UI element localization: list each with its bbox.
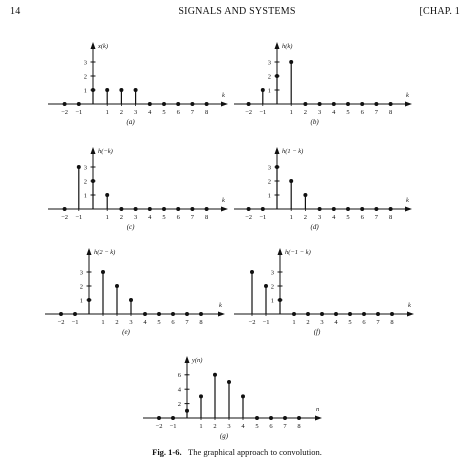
x-tick-label: 6 <box>171 319 175 326</box>
stem-point <box>171 312 175 316</box>
y-tick-label: 1 <box>267 192 271 200</box>
x-tick-label: 7 <box>190 109 195 116</box>
stem-point <box>129 298 133 302</box>
x-tick-label: 2 <box>213 423 217 430</box>
stem-point <box>318 207 322 211</box>
stem-point <box>148 102 152 106</box>
x-tick-label: −2 <box>57 319 65 326</box>
stem-point <box>275 74 279 78</box>
stem-point <box>348 312 352 316</box>
stem-point <box>389 102 393 106</box>
y-axis-arrow <box>91 42 96 49</box>
stem-point <box>162 102 166 106</box>
stem-point <box>376 312 380 316</box>
y-tick-label: 3 <box>83 164 87 172</box>
stem-point <box>332 207 336 211</box>
stem-point <box>77 102 81 106</box>
x-axis-arrow <box>405 207 412 212</box>
stem-point <box>360 207 364 211</box>
x-tick-label: 8 <box>388 109 393 116</box>
stem-point <box>275 165 279 169</box>
x-tick-label: 2 <box>119 109 124 116</box>
stem-point <box>190 102 194 106</box>
x-tick-label: 1 <box>105 109 109 116</box>
x-tick-label: 4 <box>332 214 336 221</box>
y-tick-label: 3 <box>267 59 271 67</box>
x-axis-arrow <box>221 207 228 212</box>
x-tick-label: 5 <box>157 319 161 326</box>
stem-point <box>73 312 77 316</box>
stem-point <box>320 312 324 316</box>
chapter-label: [CHAP. 1 <box>419 6 460 17</box>
y-tick-label: 1 <box>267 87 271 95</box>
y-axis-arrow <box>185 356 190 363</box>
caption-label: Fig. 1-6. <box>152 447 182 457</box>
stem-point <box>63 207 67 211</box>
stem-point <box>278 298 282 302</box>
x-axis-arrow <box>407 312 414 317</box>
x-tick-label: 1 <box>292 319 296 326</box>
x-tick-label: 8 <box>204 214 209 221</box>
x-tick-label: 5 <box>346 214 350 221</box>
x-axis-arrow <box>405 102 412 107</box>
stem-point <box>261 207 265 211</box>
x-tick-label: 3 <box>129 319 133 326</box>
x-tick-label: −1 <box>259 214 267 221</box>
x-tick-label: 8 <box>388 214 393 221</box>
y-tick-label: 2 <box>267 73 271 81</box>
x-tick-label: 5 <box>162 109 166 116</box>
stem-point <box>101 270 105 274</box>
x-tick-label: 8 <box>390 319 394 326</box>
stem-plot-c <box>48 147 228 231</box>
stem-point <box>176 207 180 211</box>
y-tick-label: 2 <box>83 178 87 186</box>
x-tick-label: 1 <box>101 319 105 326</box>
x-tick-label: 7 <box>190 214 195 221</box>
panel-label: (e) <box>122 328 130 336</box>
stem-point <box>185 312 189 316</box>
x-tick-label: 6 <box>362 319 366 326</box>
x-tick-label: 5 <box>162 214 166 221</box>
y-tick-label: 1 <box>79 297 83 305</box>
x-tick-label: −1 <box>75 109 83 116</box>
stem-point <box>162 207 166 211</box>
x-axis-label: k <box>222 92 225 99</box>
stem-point <box>105 193 109 197</box>
y-tick-label: 1 <box>83 87 87 95</box>
figure-caption <box>0 447 474 457</box>
x-tick-label: 1 <box>289 109 293 116</box>
stem-plot-g <box>143 356 322 440</box>
x-tick-label: 7 <box>376 319 380 326</box>
x-tick-label: 2 <box>115 319 119 326</box>
panel-label: (c) <box>126 223 135 231</box>
stem-point <box>105 88 109 92</box>
x-tick-label: 4 <box>334 319 338 326</box>
x-tick-label: 2 <box>306 319 310 326</box>
x-tick-label: 5 <box>348 319 352 326</box>
stem-plot-b <box>234 42 412 126</box>
x-axis-label: k <box>406 197 409 204</box>
x-tick-label: 8 <box>297 423 301 430</box>
stem-point <box>261 88 265 92</box>
stem-point <box>241 394 245 398</box>
x-tick-label: 1 <box>199 423 203 430</box>
x-tick-label: 4 <box>332 109 336 116</box>
page-number: 14 <box>10 6 21 17</box>
stem-point <box>190 207 194 211</box>
stem-point <box>205 207 209 211</box>
x-tick-label: 3 <box>317 109 322 116</box>
stem-point <box>297 416 301 420</box>
y-tick-label: 2 <box>267 178 271 186</box>
y-tick-label: 1 <box>270 297 274 305</box>
stem-point <box>306 312 310 316</box>
stem-point <box>250 270 254 274</box>
x-tick-label: 7 <box>374 109 379 116</box>
x-axis-label: k <box>219 302 222 309</box>
x-tick-label: −2 <box>245 109 253 116</box>
y-axis-arrow <box>278 248 283 255</box>
stem-point <box>87 298 91 302</box>
stem-point <box>213 373 217 377</box>
x-axis-label: k <box>222 197 225 204</box>
y-axis-arrow <box>275 42 280 49</box>
x-tick-label: 6 <box>176 214 180 221</box>
x-tick-label: 7 <box>185 319 189 326</box>
x-tick-label: −2 <box>61 214 69 221</box>
x-axis-label: k <box>408 302 411 309</box>
y-tick-label: 3 <box>79 269 83 277</box>
y-tick-label: 3 <box>270 269 274 277</box>
x-tick-label: 3 <box>317 214 322 221</box>
stem-point <box>134 207 138 211</box>
stem-plot-a <box>48 42 228 126</box>
panel-label: (b) <box>310 118 319 126</box>
stem-point <box>346 102 350 106</box>
x-tick-label: 4 <box>143 319 147 326</box>
panel-label: (a) <box>126 118 135 126</box>
stem-point <box>143 312 147 316</box>
plot-title: h(k) <box>282 43 293 50</box>
x-tick-label: 4 <box>148 214 152 221</box>
x-tick-label: 2 <box>303 109 308 116</box>
y-tick-label: 2 <box>177 400 181 408</box>
y-tick-label: 4 <box>177 386 181 394</box>
stem-point <box>185 409 189 413</box>
stem-point <box>264 284 268 288</box>
y-tick-label: 6 <box>177 372 181 380</box>
stem-point <box>115 284 119 288</box>
x-tick-label: 4 <box>241 423 245 430</box>
x-tick-label: −2 <box>248 319 256 326</box>
stem-point <box>389 207 393 211</box>
panel-label: (g) <box>219 432 229 440</box>
stem-point <box>247 207 251 211</box>
x-tick-label: −1 <box>71 319 79 326</box>
stem-plot-e <box>45 248 225 336</box>
x-tick-label: 3 <box>227 423 231 430</box>
plot-title: h(2 − k) <box>94 249 116 256</box>
x-tick-label: 5 <box>255 423 259 430</box>
stem-point <box>374 207 378 211</box>
stem-plot-d <box>234 147 412 231</box>
stem-point <box>289 179 293 183</box>
plot-title: h(−1 − k) <box>285 249 311 256</box>
stem-point <box>255 416 259 420</box>
stem-point <box>227 380 231 384</box>
x-tick-label: 6 <box>360 109 364 116</box>
stem-point <box>390 312 394 316</box>
x-tick-label: 7 <box>283 423 287 430</box>
x-tick-label: −2 <box>61 109 69 116</box>
x-tick-label: 8 <box>204 109 209 116</box>
x-tick-label: 6 <box>176 109 180 116</box>
x-axis-arrow <box>315 416 322 421</box>
stem-point <box>247 102 251 106</box>
stem-point <box>59 312 63 316</box>
stem-point <box>199 394 203 398</box>
x-tick-label: 3 <box>320 319 324 326</box>
x-tick-label: −1 <box>75 214 83 221</box>
x-tick-label: 2 <box>303 214 308 221</box>
stem-point <box>303 102 307 106</box>
stem-point <box>171 416 175 420</box>
x-tick-label: −2 <box>245 214 253 221</box>
x-tick-label: 3 <box>133 214 138 221</box>
stem-point <box>157 312 161 316</box>
stem-point <box>148 207 152 211</box>
x-tick-label: −1 <box>259 109 267 116</box>
panel-label: (f) <box>313 328 321 336</box>
stem-point <box>374 102 378 106</box>
stem-point <box>292 312 296 316</box>
caption-text: The graphical approach to convolution. <box>188 447 322 457</box>
stem-point <box>63 102 67 106</box>
plot-title: x(k) <box>98 43 109 50</box>
stem-point <box>283 416 287 420</box>
x-tick-label: 2 <box>119 214 124 221</box>
x-axis-label: k <box>406 92 409 99</box>
y-tick-label: 2 <box>83 73 87 81</box>
stem-point <box>303 193 307 197</box>
stem-point <box>289 60 293 64</box>
y-tick-label: 1 <box>83 192 87 200</box>
x-tick-label: 4 <box>148 109 152 116</box>
x-axis-arrow <box>221 102 228 107</box>
x-axis-arrow <box>218 312 225 317</box>
stem-plot-f <box>234 248 414 336</box>
stem-point <box>334 312 338 316</box>
x-tick-label: 7 <box>374 214 379 221</box>
stem-point <box>119 207 123 211</box>
stem-point <box>346 207 350 211</box>
stem-point <box>332 102 336 106</box>
running-title: SIGNALS AND SYSTEMS <box>178 6 296 17</box>
stem-point <box>134 88 138 92</box>
stem-point <box>91 179 95 183</box>
x-tick-label: 1 <box>289 214 293 221</box>
stem-point <box>77 165 81 169</box>
x-axis-label: n <box>316 406 320 413</box>
x-tick-label: 5 <box>346 109 350 116</box>
panel-label: (d) <box>310 223 319 231</box>
stem-point <box>157 416 161 420</box>
y-tick-label: 3 <box>83 59 87 67</box>
plot-title: y(n) <box>192 357 203 364</box>
stem-point <box>360 102 364 106</box>
stem-point <box>318 102 322 106</box>
stem-point <box>362 312 366 316</box>
stem-point <box>199 312 203 316</box>
stem-point <box>176 102 180 106</box>
y-tick-label: 2 <box>79 283 83 291</box>
x-tick-label: −1 <box>169 423 177 430</box>
x-tick-label: −1 <box>262 319 270 326</box>
x-tick-label: −2 <box>155 423 163 430</box>
y-tick-label: 2 <box>270 283 274 291</box>
x-tick-label: 1 <box>105 214 109 221</box>
stem-point <box>205 102 209 106</box>
y-axis-arrow <box>91 147 96 154</box>
stem-point <box>119 88 123 92</box>
y-axis-arrow <box>87 248 92 255</box>
y-axis-arrow <box>275 147 280 154</box>
x-tick-label: 6 <box>269 423 273 430</box>
plot-title: h(1 − k) <box>282 148 304 155</box>
plot-title: h(−k) <box>98 148 113 155</box>
y-tick-label: 3 <box>267 164 271 172</box>
x-tick-label: 6 <box>360 214 364 221</box>
x-tick-label: 3 <box>133 109 138 116</box>
stem-point <box>91 88 95 92</box>
x-tick-label: 8 <box>199 319 203 326</box>
stem-point <box>269 416 273 420</box>
